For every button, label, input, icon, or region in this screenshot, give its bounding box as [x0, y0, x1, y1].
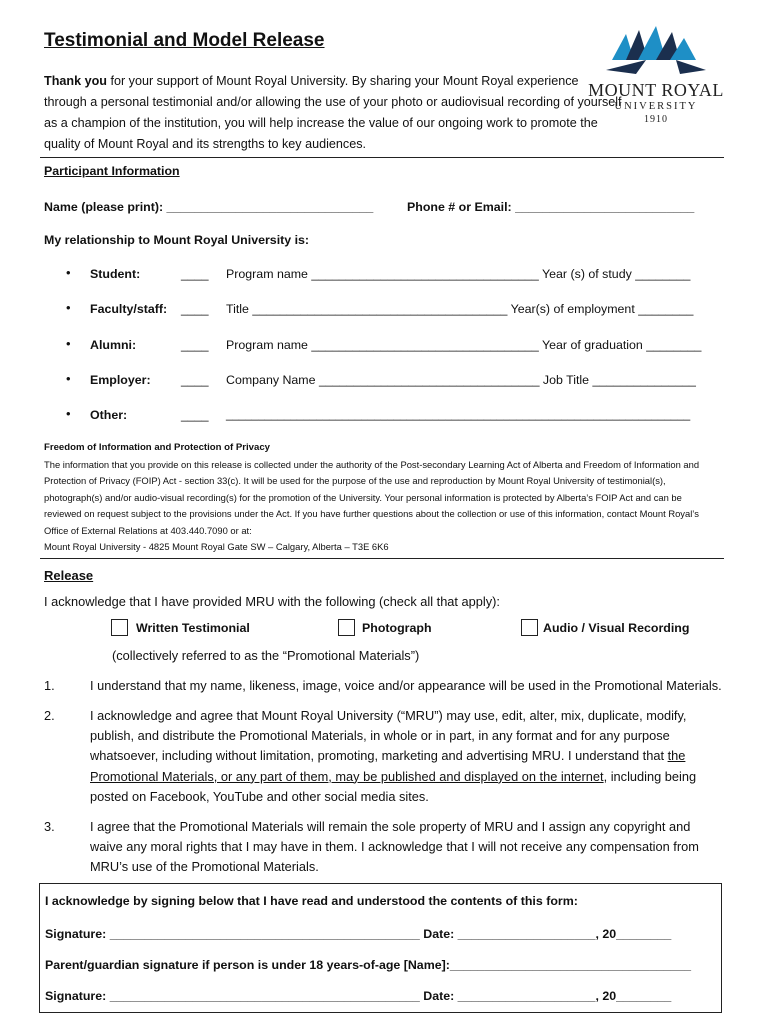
bullet: •	[66, 300, 71, 315]
relationship-label: My relationship to Mount Royal University is:	[44, 233, 310, 247]
intro-bold: Thank you	[44, 74, 107, 88]
bullet: •	[66, 406, 71, 421]
release-item-2	[90, 706, 726, 807]
page-title: Testimonial and Model Release	[44, 30, 325, 51]
divider	[40, 558, 724, 559]
mount-royal-logo	[576, 24, 736, 134]
contact-field-label: Phone # or Email: __________________________	[407, 200, 695, 214]
intro-text: for your support of Mount Royal University. By sharing your Mount Royal experience through a personal testimonial and/or allowing the use of your photo or audiovisual recording of yourself as a champion of the institution, you will help increase the value of our ongoing work to promote the quality of Mount Royal and its strengths to key audiences.	[44, 74, 622, 151]
student-label: Student:	[90, 267, 141, 281]
other-fields[interactable]: ________________________________________________________________________	[226, 408, 691, 421]
bullet: •	[66, 265, 71, 280]
release-item-3: I agree that the Promotional Materials will remain the sole property of MRU and I assign any copyright and waive any moral rights that I may have in them. I acknowledge that I will not receive any compensation from MRU’s use of the Promotional Materials.	[90, 819, 699, 875]
employer-label: Employer:	[90, 373, 151, 387]
audio-visual-checkbox[interactable]	[521, 619, 538, 636]
photograph-label: Photograph	[362, 621, 432, 635]
signature-line-2[interactable]: Signature: _____________________________________________ Date: ____________________, 20________	[45, 989, 672, 1003]
guardian-signature-line[interactable]: Parent/guardian signature if person is under 18 years-of-age [Name]:___________________________________	[45, 958, 692, 972]
bullet: •	[66, 336, 71, 351]
other-blank[interactable]: ____	[181, 408, 209, 422]
mountain-peaks-icon	[576, 24, 736, 84]
signature-heading: I acknowledge by signing below that I have read and understood the contents of this form:	[45, 894, 578, 908]
other-label: Other:	[90, 408, 128, 422]
release-item-2-b: , including being posted on Facebook, YouTube and other social media sites.	[90, 768, 697, 804]
release-intro: I acknowledge that I have provided MRU with the following (check all that apply):	[44, 594, 500, 609]
foip-address: Mount Royal University - 4825 Mount Royal Gate SW – Calgary, Alberta – T3E 6K6	[44, 541, 389, 553]
foip-text	[44, 457, 716, 555]
student-fields[interactable]: Program name _________________________________ Year (s) of study ________	[226, 267, 691, 281]
written-testimonial-label: Written Testimonial	[136, 621, 250, 635]
bullet: •	[66, 371, 71, 386]
name-field-label: Name (please print): ______________________________	[44, 200, 374, 214]
logo-year: 1910	[644, 114, 668, 125]
alumni-fields[interactable]: Program name _________________________________ Year of graduation ________	[226, 338, 702, 352]
divider	[40, 157, 724, 158]
participant-heading: Participant Information	[44, 164, 180, 178]
student-blank[interactable]: ____	[181, 267, 209, 281]
item-number: 3.	[44, 819, 55, 834]
alumni-blank[interactable]: ____	[181, 338, 209, 352]
logo-name: MOUNT ROYAL	[588, 80, 724, 100]
collective-note: (collectively referred to as the “Promotional Materials”)	[112, 648, 420, 663]
logo-sub: UNIVERSITY	[614, 101, 698, 112]
intro-paragraph	[44, 71, 624, 155]
release-item-2-a: I acknowledge and agree that Mount Royal University (“MRU”) may use, edit, alter, mix, duplicate, modify, publish, and distribute the Promotional Materials, in whole or in part, in any format and for any purpose whatsoever, including without limitation, promoting, marketing and advertising MRU. I understand that	[90, 708, 687, 764]
employer-blank[interactable]: ____	[181, 373, 209, 387]
signature-line-1[interactable]: Signature: _____________________________________________ Date: ____________________, 20________	[45, 927, 672, 941]
foip-body: The information that you provide on this release is collected under the authority of the Post-secondary Learning Act of Alberta and Freedom of Information and Protection of Privacy (FOIP) Act - section 33(c). It will be used for the purpose of the use and reproduction by Mount Royal University of testimonial(s), photograph(s) and/or audio-visual recording(s) for the promotion of the University. Your personal information is protected by Alberta’s FOIP Act and can be reviewed on request subject to the provisions under the Act. If you have further questions about the collection or use of this information, contact Mount Royal’s Office of External Relations at 403.440.7090 or at:	[44, 459, 700, 536]
photograph-checkbox[interactable]	[338, 619, 355, 636]
item-number: 1.	[44, 678, 55, 693]
audio-visual-label: Audio / Visual Recording	[543, 621, 690, 635]
alumni-label: Alumni:	[90, 338, 137, 352]
employer-fields[interactable]: Company Name ________________________________ Job Title _______________	[226, 373, 696, 387]
written-testimonial-checkbox[interactable]	[111, 619, 128, 636]
foip-heading: Freedom of Information and Protection of Privacy	[44, 442, 271, 453]
release-item-2-underlined: the Promotional Materials, or any part of them, may be published and displayed on the internet	[90, 748, 686, 784]
item-number: 2.	[44, 708, 55, 723]
faculty-fields[interactable]: Title _____________________________________ Year(s) of employment ________	[226, 302, 694, 316]
faculty-label: Faculty/staff:	[90, 302, 168, 316]
release-heading: Release	[44, 568, 94, 583]
faculty-blank[interactable]: ____	[181, 302, 209, 316]
release-item-1: I understand that my name, likeness, image, voice and/or appearance will be used in the Promotional Materials.	[90, 678, 722, 693]
